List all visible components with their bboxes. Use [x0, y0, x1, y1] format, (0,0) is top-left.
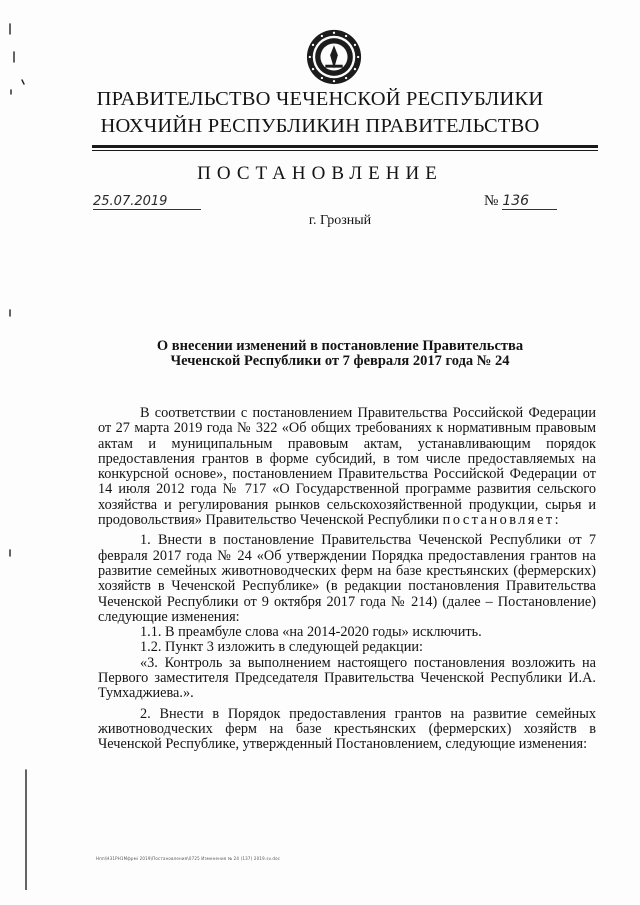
- header-rule-thick: [92, 145, 598, 148]
- org-name-chechen: НОХЧИЙН РЕСПУБЛИКИН ПРАВИТЕЛЬСТВО: [100, 115, 540, 137]
- clause-1-2: 1.2. Пункт 3 изложить в следующей редакции:: [140, 639, 423, 656]
- decree-title: [80, 339, 600, 368]
- header-rule-thin: [92, 150, 598, 151]
- decree-number-value: 136: [502, 193, 557, 210]
- preamble-resolves: постановляет:: [442, 512, 562, 529]
- preamble-paragraph: [98, 406, 596, 528]
- footer-doc-code: Нпп\Н31РН1Мфрмi 2019\Постановления\0725 Изменения № 24 (137) 2019.sv.doc: [96, 856, 281, 861]
- decree-number-label: №: [484, 193, 499, 209]
- decree-city: г. Грозный: [308, 213, 372, 228]
- clause-1-1: 1.1. В преамбуле слова «на 2014-2020 годы» исключить.: [140, 624, 482, 641]
- coat-of-arms-seal-icon: [305, 28, 363, 86]
- decree-number: [484, 193, 557, 210]
- decree-date: 25.07.2019: [93, 194, 201, 210]
- preamble-text: В соответствии с постановлением Правительства Российской Федерации от 27 марта 2019 года № 322 «Об общих требованиях к нормативным правовым актам и муниципальным правовым актам, устанавливающим порядок предоставления грантов в форме субсидий, в том числе предоставляемых на конкурсной основе», постановлением Правительства Российской Федерации от 14 июля 2012 года № 717 «О Государственной программе развития сельского хозяйства и регулирования рынков сельскохозяйственной продукции, сырья и продовольствия» Правительство Чеченской Республики: [98, 405, 596, 529]
- decree-body: [98, 406, 596, 753]
- decree-title-line-1: О внесении изменений в постановление Правительства: [156, 338, 524, 354]
- decree-type-heading: ПОСТАНОВЛЕНИЕ: [197, 163, 443, 184]
- scan-margin-marks: [6, 10, 30, 890]
- org-name-russian: ПРАВИТЕЛЬСТВО ЧЕЧЕНСКОЙ РЕСПУБЛИКИ: [96, 88, 544, 110]
- clause-1: 1. Внести в постановление Правительства Чеченской Республики от 7 февраля 2017 года № 24 «Об утверждении Порядка предоставления грантов на развитие семейных животноводческих ферм на базе крестьянских (фермерских) хозяйств в Чеченской Республике» (в редакции постановления Правительства Чеченской Республики от 9 октября 2017 года № 214) (далее – Постановление) следующие изменения:: [98, 532, 596, 625]
- clause-1-2-text: «3. Контроль за выполнением настоящего постановления возложить на Первого заместителя Председателя Правительства Чеченской Республики И.А. Тумхаджиева.».: [98, 654, 596, 702]
- clause-2: 2. Внести в Порядок предоставления грантов на развитие семейных животноводческих ферм на базе крестьянских (фермерских) хозяйств в Чеченской Республике, утвержденный Постановлением, следующие изменения:: [98, 705, 596, 753]
- decree-title-line-2: Чеченской Республики от 7 февраля 2017 года № 24: [170, 352, 510, 369]
